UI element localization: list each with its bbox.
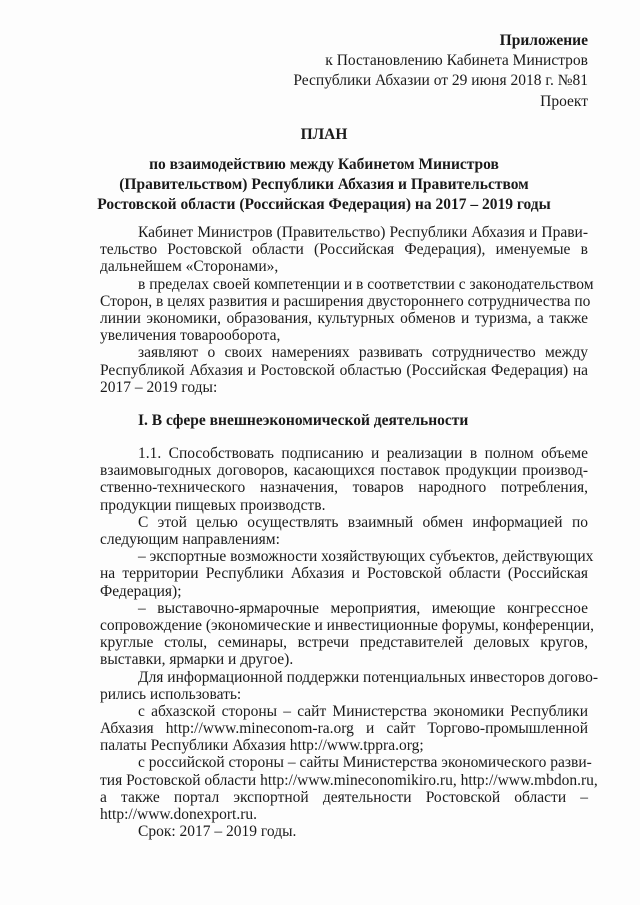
paragraph-line: 1.1. Способствовать подписанию и реализации в полном объеме	[138, 445, 588, 463]
paragraph-line: выставки, ярмарки и другое).	[100, 651, 294, 669]
paragraph-line: в пределах своей компетенции и в соответствии с законодательством	[138, 275, 594, 293]
paragraph-line: http://www.donexport.ru.	[100, 806, 257, 823]
paragraph-line: сопровождение (экономические и инвестиционные форумы, конференции,	[100, 616, 595, 634]
paragraph-line: дальнейшем «Сторонами»,	[100, 258, 279, 276]
subtitle-line: по взаимодействию между Кабинетом Министров	[149, 156, 499, 173]
resolution-date: Республики Абхазии от 29 июня 2018 г. №81	[293, 72, 588, 89]
paragraph-line: следующим направлениям:	[100, 531, 280, 548]
draft-label: Проект	[540, 93, 588, 110]
paragraph-line: линии экономики, образования, культурных обменов и туризма, а также	[100, 309, 588, 327]
document-body	[100, 224, 599, 841]
paragraph-line: Федерация);	[100, 582, 182, 600]
paragraph-line: а также портал экспортной деятельности Ростовской области –	[100, 788, 588, 806]
paragraph-line: продукции пищевых производств.	[100, 496, 326, 514]
paragraph-line: круглые столы, семинары, встречи представителей деловых кругов,	[100, 634, 588, 652]
subtitle-line: Ростовской области (Российская Федерация) на 2017 – 2019 годы	[97, 196, 551, 213]
paragraph-line: тия Ростовской области http://www.mineconomikiro.ru, http://www.mbdon.ru,	[100, 771, 598, 789]
paragraph-line: увеличения товарооборота,	[100, 327, 281, 345]
paragraph-line: Для информационной поддержки потенциальных инвесторов догово-	[138, 668, 599, 686]
paragraph-line: на территории Республики Абхазия и Ростовской области (Российская	[100, 565, 588, 583]
resolution-reference: к Постановлению Кабинета Министров	[325, 52, 588, 69]
paragraph-line: Абхазия http://www.mineconom-ra.org и сайт Торгово-промышленной	[100, 720, 588, 738]
paragraph-line: – выставочно-ярмарочные мероприятия, имеющие конгрессное	[138, 599, 588, 617]
paragraph-line: 2017 – 2019 годы:	[100, 378, 218, 396]
paragraph-line: ственно-технического назначения, товаров народного потребления,	[100, 479, 588, 497]
paragraph-line: Сторон, в целях развития и расширения двустороннего сотрудничества по	[100, 292, 591, 310]
section-heading: I. В сфере внешнеэкономической деятельности	[138, 411, 469, 429]
subtitle-line: (Правительством) Республики Абхазия и Правительством	[119, 176, 529, 193]
appendix-label: Приложение	[499, 32, 588, 49]
paragraph-line: Кабинет Министров (Правительство) Республики Абхазия и Прави-	[138, 224, 588, 241]
paragraph-line: взаимовыгодных договоров, касающихся поставок продукции производ-	[100, 462, 588, 480]
paragraph-line: с российской стороны – сайты Министерства экономического разви-	[138, 754, 592, 772]
paragraph-line: заявляют о своих намерениях развивать сотрудничество между	[138, 344, 588, 362]
paragraph-line: тельство Ростовской области (Российская Федерация), именуемые в	[100, 241, 588, 259]
paragraph-line: с абхазской стороны – сайт Министерства экономики Республики	[138, 702, 588, 720]
spacer	[100, 396, 588, 412]
page-title: ПЛАН	[300, 126, 348, 143]
paragraph-line: палаты Республики Абхазия http://www.tppra.org;	[100, 737, 424, 755]
paragraph-line: – экспортные возможности хозяйствующих субъектов, действующих	[138, 548, 594, 566]
paragraph-line: Республикой Абхазия и Ростовской областью (Российская Федерация) на	[100, 361, 588, 379]
spacer	[100, 429, 588, 445]
paragraph-line: рились использовать:	[100, 685, 242, 703]
paragraph-line: Срок: 2017 – 2019 годы.	[138, 823, 297, 841]
paragraph-line: С этой целью осуществлять взаимный обмен информацией по	[138, 513, 588, 531]
